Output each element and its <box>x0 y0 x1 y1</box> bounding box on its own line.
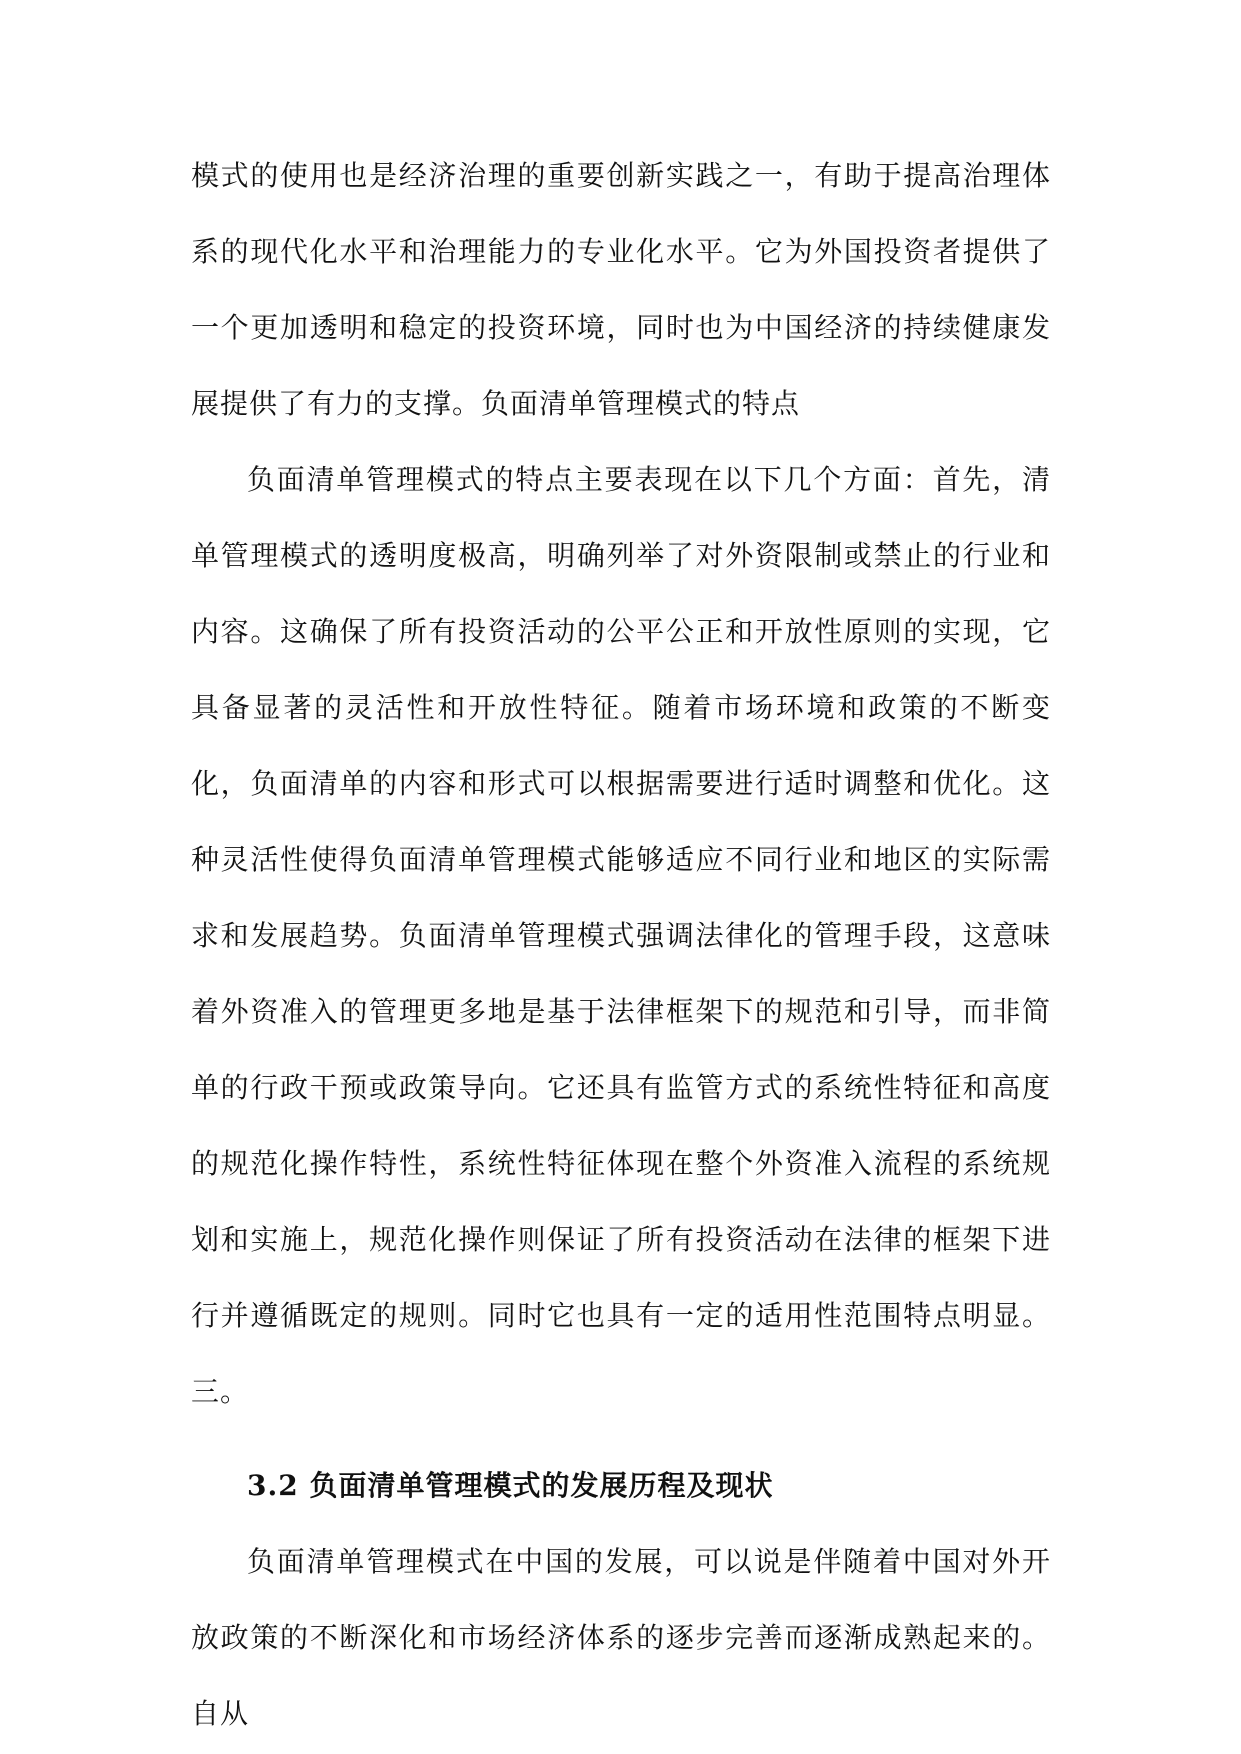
document-body <box>191 138 1051 1752</box>
section-heading: 3.2 负面清单管理模式的发展历程及现状 <box>247 1469 774 1502</box>
body-paragraph: 负面清单管理模式的特点主要表现在以下几个方面：首先，清单管理模式的透明度极高，明确列举了对外资限制或禁止的行业和内容。这确保了所有投资活动的公平公正和开放性原则的实现，它具备显著的灵活性和开放性特征。随着市场环境和政策的不断变化，负面清单的内容和形式可以根据需要进行适时调整和优化。这种灵活性使得负面清单管理模式能够适应不同行业和地区的实际需求和发展趋势。负面清单管理模式强调法律化的管理手段，这意味着外资准入的管理更多地是基于法律框架下的规范和引导，而非简单的行政干预或政策导向。它还具有监管方式的系统性特征和高度的规范化操作特性，系统性特征体现在整个外资准入流程的系统规划和实施上，规范化操作则保证了所有投资活动在法律的框架下进行并遵循既定的规则。同时它也具有一定的适用性范围特点明显。三。 <box>191 463 1051 1408</box>
body-paragraph: 模式的使用也是经济治理的重要创新实践之一，有助于提高治理体系的现代化水平和治理能力的专业化水平。它为外国投资者提供了一个更加透明和稳定的投资环境，同时也为中国经济的持续健康发展提供了有力的支撑。负面清单管理模式的特点 <box>191 159 1051 420</box>
body-paragraph: 负面清单管理模式在中国的发展，可以说是伴随着中国对外开放政策的不断深化和市场经济体系的逐步完善而逐渐成熟起来的。自从 <box>191 1545 1051 1730</box>
